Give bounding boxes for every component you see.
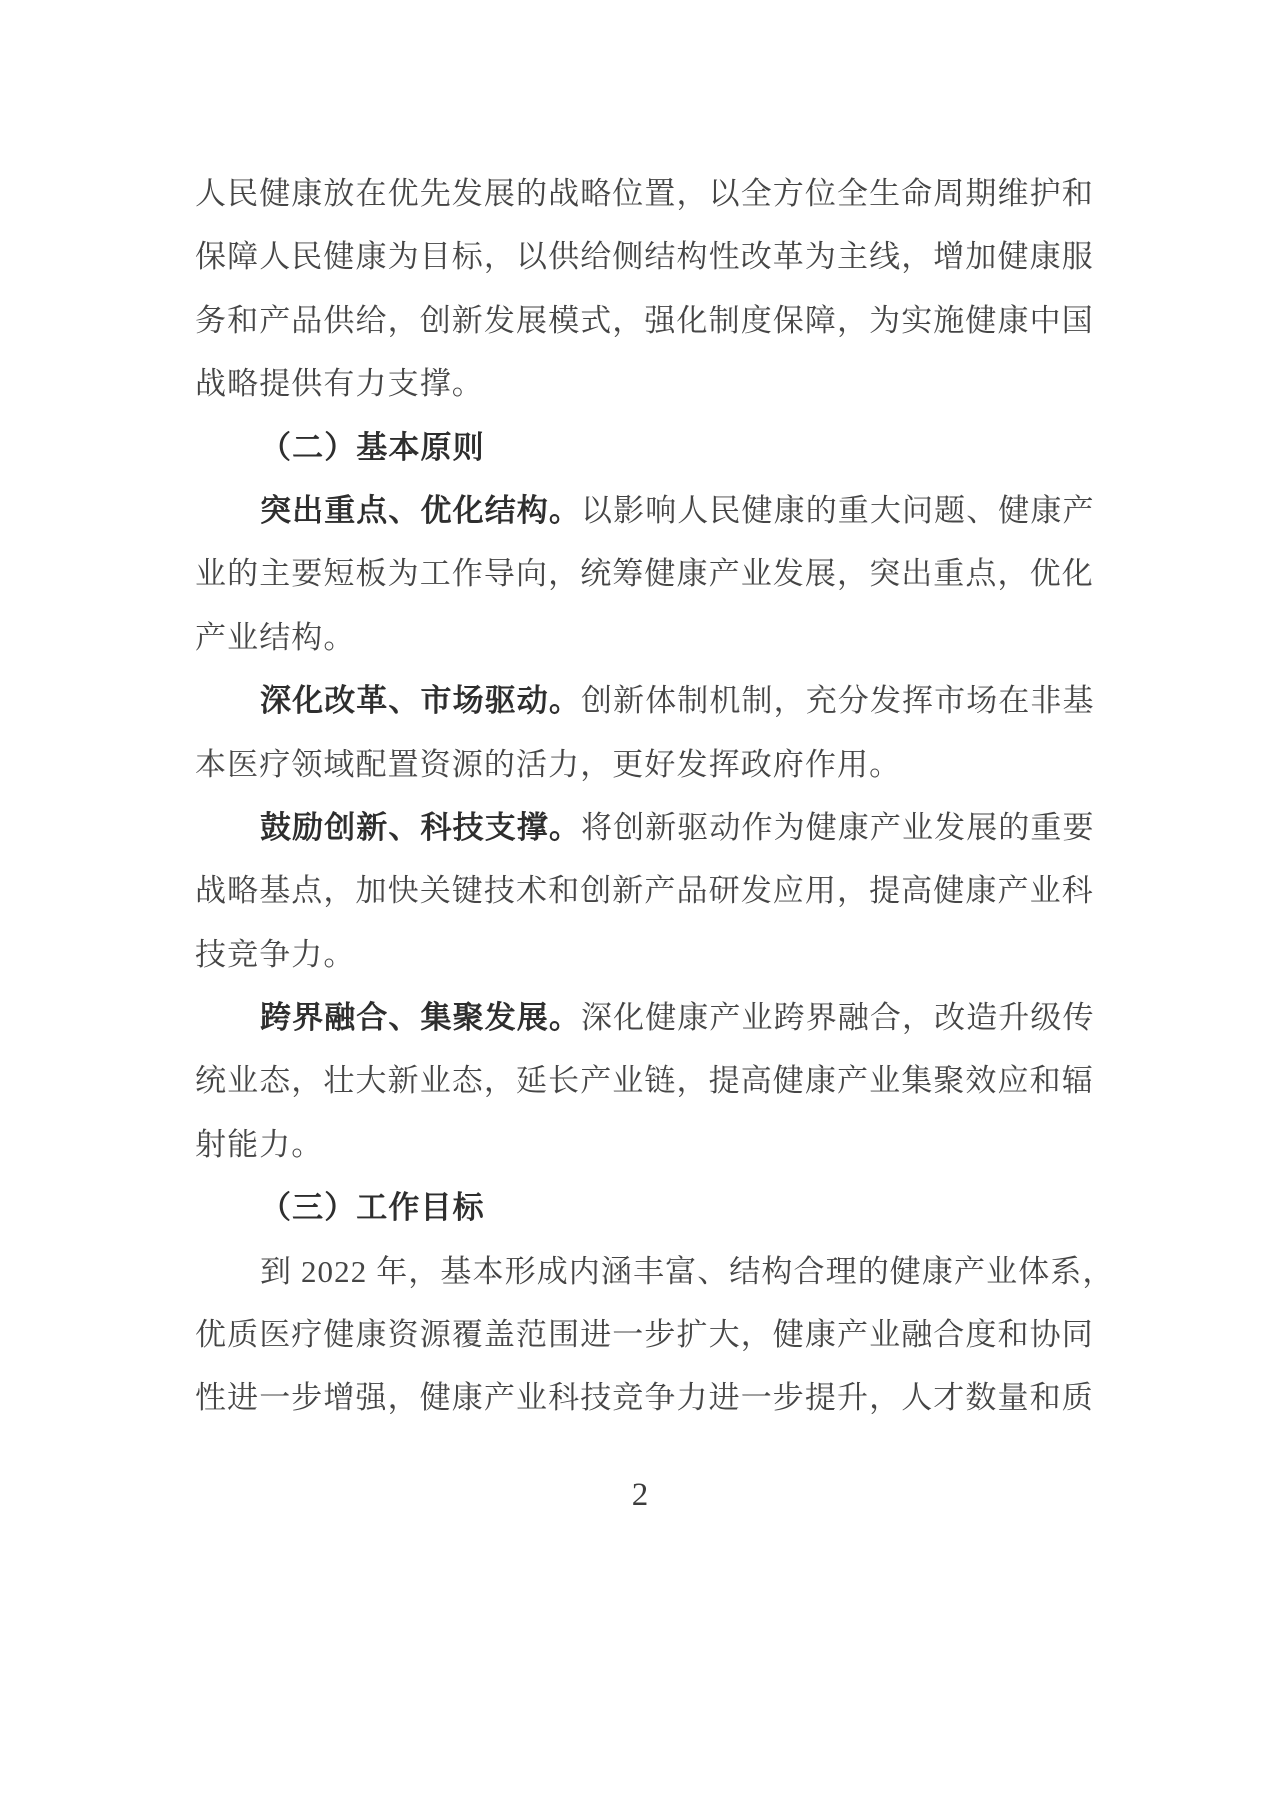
- lead-text: 突出重点、优化结构。: [260, 492, 581, 528]
- line-text: 本医疗领域配置资源的活力，更好发挥政府作用。: [195, 746, 902, 782]
- paragraph-line: [195, 162, 1115, 225]
- paragraph-line: [195, 352, 1115, 415]
- paragraph-line: [195, 859, 1115, 922]
- page-number: 2: [631, 1477, 649, 1513]
- line-text: 务和产品供给，创新发展模式，强化制度保障，为实施健康中国: [195, 302, 1094, 338]
- line-text: 将创新驱动作为健康产业发展的重要: [581, 809, 1095, 845]
- section-heading-basic-principles: [195, 416, 1115, 479]
- heading-text: （三）工作目标: [260, 1190, 485, 1226]
- line-text: 深化健康产业跨界融合，改造升级传: [581, 1000, 1095, 1036]
- paragraph-line: [195, 225, 1115, 288]
- line-text: 技竞争力。: [195, 936, 356, 972]
- section-heading-work-goals: [195, 1176, 1115, 1239]
- lead-text: 深化改革、市场驱动。: [260, 683, 581, 719]
- lead-text: 跨界融合、集聚发展。: [260, 1000, 581, 1036]
- line-text: 射能力。: [195, 1126, 324, 1162]
- heading-text: （二）基本原则: [260, 429, 485, 465]
- paragraph-line: [195, 796, 1115, 859]
- paragraph-line: [195, 1303, 1115, 1366]
- line-text: 人民健康放在优先发展的战略位置，以全方位全生命周期维护和: [195, 176, 1094, 211]
- paragraph-line: [195, 479, 1115, 542]
- line-text: 保障人民健康为目标，以供给侧结构性改革为主线，增加健康服: [195, 239, 1094, 275]
- paragraph-line: [195, 542, 1115, 605]
- paragraph-line: [195, 606, 1115, 669]
- line-text: 业的主要短板为工作导向，统筹健康产业发展，突出重点，优化: [195, 556, 1094, 592]
- line-text: 性进一步增强，健康产业科技竞争力进一步提升，人才数量和质: [195, 1380, 1094, 1416]
- paragraph-line: [195, 986, 1115, 1049]
- paragraph-line: [195, 1113, 1115, 1176]
- line-text: 战略基点，加快关键技术和创新产品研发应用，提高健康产业科: [195, 873, 1094, 909]
- line-text: 创新体制机制，充分发挥市场在非基: [581, 683, 1095, 719]
- paragraph-line: [195, 669, 1115, 732]
- paragraph-line: [195, 1049, 1115, 1112]
- paragraph-line: [195, 733, 1115, 796]
- line-text: 到 2022 年，基本形成内涵丰富、结构合理的健康产业体系，: [260, 1253, 1115, 1289]
- paragraph-line: [195, 923, 1115, 986]
- line-text: 优质医疗健康资源覆盖范围进一步扩大，健康产业融合度和协同: [195, 1317, 1094, 1353]
- document-body: [195, 162, 1115, 1430]
- paragraph-line: [195, 1240, 1115, 1303]
- lead-text: 鼓励创新、科技支撑。: [260, 809, 581, 845]
- line-text: 战略提供有力支撑。: [195, 366, 484, 402]
- line-text: 统业态，壮大新业态，延长产业链，提高健康产业集聚效应和辐: [195, 1063, 1094, 1099]
- line-text: 产业结构。: [195, 619, 356, 655]
- line-text: 以影响人民健康的重大问题、健康产: [581, 492, 1095, 528]
- paragraph-line: [195, 289, 1115, 352]
- paragraph-line: [195, 1366, 1115, 1429]
